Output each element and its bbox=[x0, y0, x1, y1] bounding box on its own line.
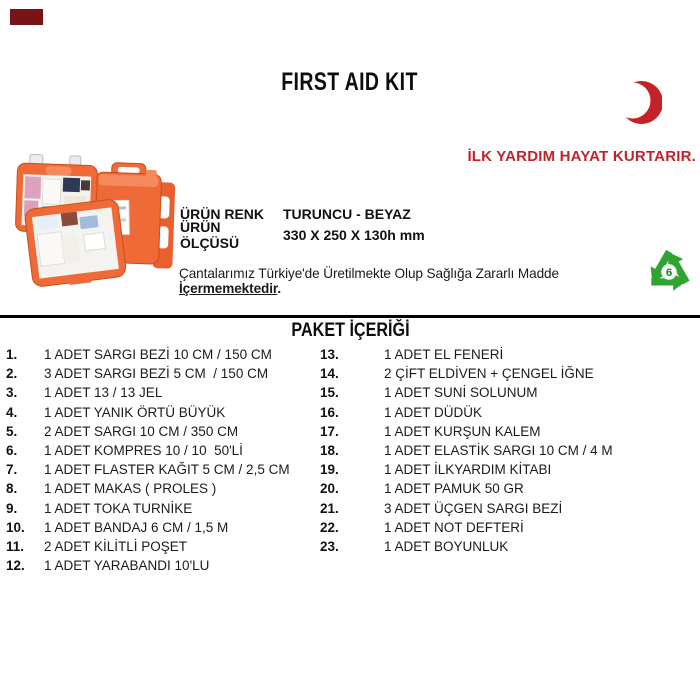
item-text: 1 ADET İLKYARDIM KİTABI bbox=[384, 462, 552, 478]
item-text: 3 ADET ÜÇGEN SARGI BEZİ bbox=[384, 500, 563, 516]
item-text: 1 ADET YARABANDI 10'LU bbox=[44, 558, 210, 574]
item-text: 1 ADET SUNİ SOLUNUM bbox=[384, 385, 538, 401]
item-number: 6. bbox=[6, 443, 18, 459]
spec-value: TURUNCU - BEYAZ bbox=[283, 205, 411, 222]
item-number: 20. bbox=[320, 481, 339, 497]
item-text: 1 ADET PAMUK 50 GR bbox=[384, 481, 524, 497]
product-specs bbox=[180, 203, 425, 251]
item-number: 23. bbox=[320, 538, 339, 554]
item-number: 15. bbox=[320, 385, 339, 401]
list-item bbox=[6, 460, 316, 479]
item-number: 17. bbox=[320, 423, 339, 439]
item-text: 1 ADET BANDAJ 6 CM / 1,5 M bbox=[44, 519, 229, 535]
red-crescent-icon bbox=[616, 79, 662, 127]
spec-value: 330 X 250 X 130h mm bbox=[283, 226, 425, 243]
list-item bbox=[320, 345, 696, 364]
item-text: 1 ADET ELASTİK SARGI 10 CM / 4 M bbox=[384, 443, 613, 459]
item-text: 2 ÇİFT ELDİVEN + ÇENGEL İĞNE bbox=[384, 366, 594, 382]
open-kit-tray-illustration bbox=[24, 199, 127, 290]
item-number: 13. bbox=[320, 347, 339, 363]
section-heading-row bbox=[0, 320, 700, 342]
item-number: 14. bbox=[320, 366, 339, 382]
item-text: 1 ADET YANIK ÖRTÜ BÜYÜK bbox=[44, 404, 226, 420]
item-number: 10. bbox=[6, 519, 25, 535]
origin-note-text: Çantalarımız Türkiye'de Üretilmekte Olup Sağlığa Zararlı Madde bbox=[179, 266, 559, 281]
item-text: 1 ADET TOKA TURNİKE bbox=[44, 500, 193, 516]
spec-label: ÜRÜN RENK bbox=[180, 205, 264, 222]
item-text: 1 ADET KOMPRES 10 / 10 50'Lİ bbox=[44, 443, 243, 459]
spec-row bbox=[180, 218, 425, 251]
list-item bbox=[320, 441, 696, 460]
list-item bbox=[320, 518, 696, 537]
contents-list-left bbox=[6, 345, 316, 575]
section-divider bbox=[0, 315, 700, 318]
item-number: 2. bbox=[6, 366, 18, 382]
list-item bbox=[6, 441, 316, 460]
list-item bbox=[320, 422, 696, 441]
item-number: 19. bbox=[320, 462, 339, 478]
origin-note-period: . bbox=[277, 281, 282, 296]
list-item bbox=[6, 556, 316, 575]
item-text: 3 ADET SARGI BEZİ 5 CM / 150 CM bbox=[44, 366, 269, 382]
list-item bbox=[320, 364, 696, 383]
list-item bbox=[6, 403, 316, 422]
item-text: 1 ADET KURŞUN KALEM bbox=[384, 423, 541, 439]
list-item bbox=[320, 383, 696, 402]
origin-note-emphasis: İçermemektedir bbox=[179, 281, 278, 296]
list-item bbox=[6, 364, 316, 383]
list-item bbox=[320, 499, 696, 518]
item-number: 5. bbox=[6, 423, 18, 439]
list-item bbox=[6, 499, 316, 518]
page-title: FIRST AID KIT bbox=[281, 68, 419, 96]
item-number: 12. bbox=[6, 558, 25, 574]
item-number: 18. bbox=[320, 443, 339, 459]
list-item bbox=[6, 537, 316, 556]
item-number: 4. bbox=[6, 404, 18, 420]
item-number: 7. bbox=[6, 462, 18, 478]
item-number: 16. bbox=[320, 404, 339, 420]
item-number: 3. bbox=[6, 385, 18, 401]
list-item bbox=[6, 383, 316, 402]
spec-label: ÜRÜN ÖLÇÜSÜ bbox=[180, 218, 240, 251]
item-number: 8. bbox=[6, 481, 18, 497]
list-item bbox=[320, 403, 696, 422]
item-text: 1 ADET DÜDÜK bbox=[384, 404, 483, 420]
list-item bbox=[6, 422, 316, 441]
slogan-text: İLK YARDIM HAYAT KURTARIR. bbox=[467, 148, 696, 165]
item-text: 1 ADET BOYUNLUK bbox=[384, 538, 509, 554]
list-item bbox=[320, 460, 696, 479]
item-text: 1 ADET MAKAS ( PROLES ) bbox=[44, 481, 217, 497]
item-number: 1. bbox=[6, 347, 18, 363]
recycling-icon bbox=[644, 243, 694, 301]
list-item bbox=[320, 479, 696, 498]
recycle-number: 6 bbox=[665, 267, 673, 280]
product-photo bbox=[8, 148, 178, 296]
list-item bbox=[6, 345, 316, 364]
item-number: 21. bbox=[320, 500, 339, 516]
item-number: 9. bbox=[6, 500, 18, 516]
contents-list-right bbox=[320, 345, 696, 556]
item-number: 11. bbox=[6, 538, 25, 554]
page-title-row bbox=[0, 68, 700, 97]
top-left-bar bbox=[10, 9, 43, 25]
item-number: 22. bbox=[320, 519, 339, 535]
list-item bbox=[6, 479, 316, 498]
item-text: 1 ADET NOT DEFTERİ bbox=[384, 519, 524, 535]
item-text: 2 ADET SARGI 10 CM / 350 CM bbox=[44, 423, 239, 439]
item-text: 1 ADET FLASTER KAĞIT 5 CM / 2,5 CM bbox=[44, 462, 290, 478]
list-item bbox=[320, 537, 696, 556]
item-text: 1 ADET 13 / 13 JEL bbox=[44, 385, 163, 401]
item-text: 1 ADET SARGI BEZİ 10 CM / 150 CM bbox=[44, 347, 272, 363]
section-heading: PAKET İÇERİĞİ bbox=[290, 320, 410, 341]
item-text: 1 ADET EL FENERİ bbox=[384, 347, 504, 363]
list-item bbox=[6, 518, 316, 537]
item-text: 2 ADET KİLİTLİ POŞET bbox=[44, 538, 188, 554]
origin-note bbox=[179, 266, 649, 296]
